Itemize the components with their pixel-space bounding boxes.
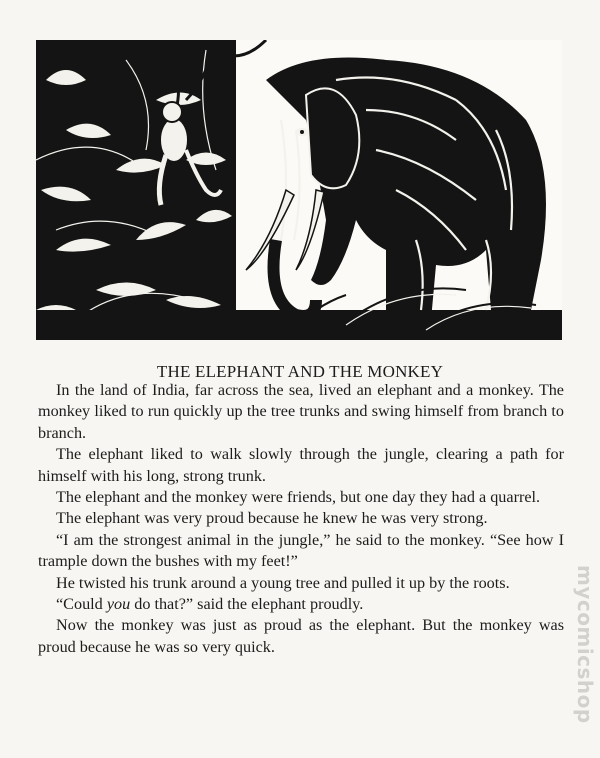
- story-title: THE ELEPHANT AND THE MONKEY: [156, 362, 444, 381]
- paragraph: “I am the strongest animal in the jungle,” he said to the monkey. “See how I trample down the bushes with my feet!”: [38, 530, 564, 571]
- paragraph: He twisted his trunk around a young tree and pulled it up by the roots.: [56, 573, 510, 592]
- paragraph: The elephant liked to walk slowly through the jungle, clearing a path for himself with his long, strong trunk.: [38, 445, 564, 485]
- story-text: [38, 380, 564, 658]
- paragraph: In the land of India, far across the sea, lived an elephant and a monkey. The monkey liked to run quickly up the tree trunks and swing himself from branch to branch.: [38, 381, 564, 442]
- paragraph-text: do that?” said the elephant proudly.: [130, 595, 364, 614]
- paragraph: Now the monkey was just as proud as the elephant. But the monkey was proud because he was so very quick.: [38, 616, 564, 656]
- elephant-monkey-woodcut: [36, 40, 562, 340]
- paragraph: The elephant was very proud because he knew he was very strong.: [56, 509, 488, 528]
- emphasized-word: you: [106, 595, 131, 614]
- paragraph: [38, 594, 564, 615]
- paragraph-text: “Could: [56, 595, 107, 614]
- watermark: mycomicshop: [573, 565, 597, 724]
- paragraph: The elephant and the monkey were friends, but one day they had a quarrel.: [56, 488, 541, 507]
- woodcut-illustration: [36, 40, 562, 340]
